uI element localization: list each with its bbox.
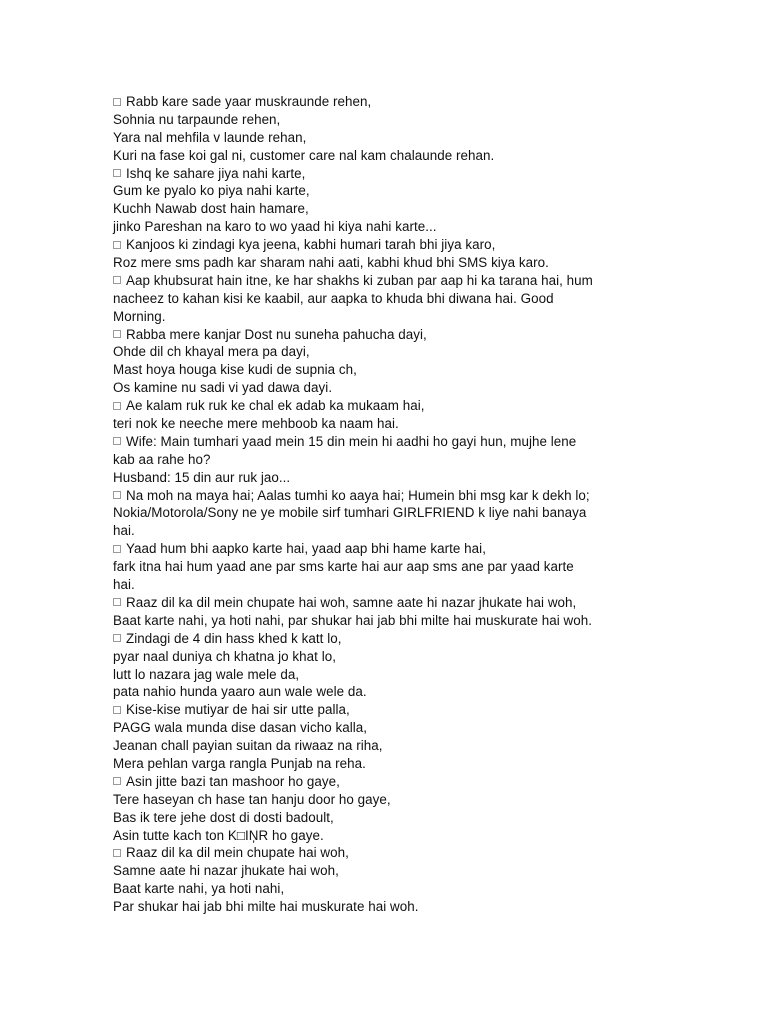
bulleted-line	[113, 844, 673, 862]
text-line	[113, 361, 673, 379]
line-text: lutt lo nazara jag wale mele da,	[113, 666, 300, 682]
line-text: Husband: 15 din aur ruk jao...	[113, 469, 291, 485]
line-text: fark itna hai hum yaad ane par sms karte hai aur aap sms ane par yaad karte	[113, 559, 574, 575]
line-text: jinko Pareshan na karo to wo yaad hi kiya nahi karte...	[113, 219, 437, 235]
text-line	[113, 719, 673, 737]
text-line	[113, 218, 673, 236]
text-line	[113, 648, 673, 666]
text-line	[113, 254, 673, 272]
line-text: Par shukar hai jab bhi milte hai muskurate hai woh.	[113, 899, 419, 915]
text-line	[113, 791, 673, 809]
text-line	[113, 683, 673, 701]
text-line	[113, 827, 673, 845]
line-text: Tere haseyan ch hase tan hanju door ho gaye,	[113, 791, 391, 807]
text-line	[113, 666, 673, 684]
bulleted-line	[113, 326, 673, 344]
text-line	[113, 308, 673, 326]
line-text: Aap khubsurat hain itne, ke har shakhs ki zuban par aap hi ka tarana hai, hum	[126, 272, 593, 288]
text-line	[113, 755, 673, 773]
line-text: Kanjoos ki zindagi kya jeena, kabhi humari tarah bhi jiya karo,	[126, 237, 496, 253]
bulleted-line	[113, 433, 673, 451]
line-text: kab aa rahe ho?	[113, 451, 211, 467]
bulleted-line	[113, 701, 673, 719]
line-text: teri nok ke neeche mere mehboob ka naam hai.	[113, 416, 399, 432]
line-text: Gum ke pyalo ko piya nahi karte,	[113, 183, 310, 199]
line-text: Kuchh Nawab dost hain hamare,	[113, 201, 309, 217]
line-text: Ohde dil ch khayal mera pa dayi,	[113, 344, 310, 360]
bulleted-line	[113, 397, 673, 415]
text-line	[113, 558, 673, 576]
line-text: Morning.	[113, 308, 166, 324]
square-bullet-icon	[113, 276, 121, 284]
square-bullet-icon	[113, 330, 121, 338]
line-text: Asin jitte bazi tan mashoor ho gaye,	[126, 773, 340, 789]
line-text: hai.	[113, 523, 135, 539]
text-line	[113, 379, 673, 397]
square-bullet-icon	[113, 437, 121, 445]
square-bullet-icon	[113, 598, 121, 606]
line-text: nacheez to kahan kisi ke kaabil, aur aapka to khuda bhi diwana hai. Good	[113, 290, 554, 306]
line-text: Rabba mere kanjar Dost nu suneha pahucha dayi,	[126, 326, 427, 342]
line-text: Raaz dil ka dil mein chupate hai woh,	[126, 845, 349, 861]
square-bullet-icon	[113, 849, 121, 857]
square-bullet-icon	[113, 402, 121, 410]
line-text: Wife: Main tumhari yaad mein 15 din mein hi aadhi ho gayi hun, mujhe lene	[126, 433, 577, 449]
square-bullet-icon	[113, 98, 121, 106]
text-line	[113, 737, 673, 755]
square-bullet-icon	[113, 634, 121, 642]
bulleted-line	[113, 487, 673, 505]
line-text: pata nahio hunda yaaro aun wale wele da.	[113, 684, 367, 700]
line-text: Baat karte nahi, ya hoti nahi,	[113, 881, 285, 897]
line-text: Asin tutte kach ton K□IŅR ho gaye.	[113, 827, 324, 843]
line-text: Na moh na maya hai; Aalas tumhi ko aaya hai; Humein bhi msg kar k dekh lo;	[126, 487, 590, 503]
text-line	[113, 880, 673, 898]
text-line	[113, 451, 673, 469]
line-text: Zindagi de 4 din hass khed k katt lo,	[126, 630, 342, 646]
square-bullet-icon	[113, 169, 121, 177]
bulleted-line	[113, 540, 673, 558]
document-body	[113, 93, 673, 916]
text-line	[113, 469, 673, 487]
square-bullet-icon	[113, 491, 121, 499]
text-line	[113, 111, 673, 129]
line-text: PAGG wala munda dise dasan vicho kalla,	[113, 720, 368, 736]
line-text: Os kamine nu sadi vi yad dawa dayi.	[113, 380, 333, 396]
line-text: Rabb kare sade yaar muskraunde rehen,	[126, 94, 372, 109]
line-text: Nokia/Motorola/Sony ne ye mobile sirf tumhari GIRLFRIEND k liye nahi banaya	[113, 505, 587, 521]
text-line	[113, 343, 673, 361]
text-line	[113, 522, 673, 540]
bulleted-line	[113, 272, 673, 290]
text-line	[113, 862, 673, 880]
bulleted-line	[113, 630, 673, 648]
text-line	[113, 576, 673, 594]
line-text: Bas ik tere jehe dost di dosti badoult,	[113, 809, 334, 825]
line-text: Jeanan chall payian suitan da riwaaz na riha,	[113, 738, 383, 754]
bulleted-line	[113, 773, 673, 791]
text-line	[113, 129, 673, 147]
line-text: Mera pehlan varga rangla Punjab na reha.	[113, 755, 366, 771]
bulleted-line	[113, 165, 673, 183]
square-bullet-icon	[113, 545, 121, 553]
line-text: Yara nal mehfila v launde rehan,	[113, 129, 307, 145]
text-line	[113, 612, 673, 630]
text-line	[113, 504, 673, 522]
text-line	[113, 147, 673, 165]
bulleted-line	[113, 594, 673, 612]
line-text: pyar naal duniya ch khatna jo khat lo,	[113, 648, 336, 664]
line-text: Roz mere sms padh kar sharam nahi aati, kabhi khud bhi SMS kiya karo.	[113, 255, 549, 271]
line-text: Kise-kise mutiyar de hai sir utte palla,	[126, 702, 350, 718]
line-text: hai.	[113, 577, 135, 593]
text-line	[113, 182, 673, 200]
line-text: Baat karte nahi, ya hoti nahi, par shukar hai jab bhi milte hai muskurate hai woh.	[113, 612, 592, 628]
square-bullet-icon	[113, 241, 121, 249]
line-text: Mast hoya houga kise kudi de supnia ch,	[113, 362, 357, 378]
line-text: Samne aate hi nazar jhukate hai woh,	[113, 863, 339, 879]
text-line	[113, 898, 673, 916]
bulleted-line	[113, 236, 673, 254]
text-line	[113, 415, 673, 433]
line-text: Raaz dil ka dil mein chupate hai woh, samne aate hi nazar jhukate hai woh,	[126, 594, 577, 610]
line-text: Sohnia nu tarpaunde rehen,	[113, 111, 281, 127]
square-bullet-icon	[113, 777, 121, 785]
line-text: Ae kalam ruk ruk ke chal ek adab ka mukaam hai,	[126, 398, 425, 414]
text-line	[113, 809, 673, 827]
text-line	[113, 290, 673, 308]
text-line	[113, 200, 673, 218]
line-text: Kuri na fase koi gal ni, customer care nal kam chalaunde rehan.	[113, 147, 495, 163]
line-text: Yaad hum bhi aapko karte hai, yaad aap bhi hame karte hai,	[126, 541, 486, 557]
line-text: Ishq ke sahare jiya nahi karte,	[126, 165, 306, 181]
square-bullet-icon	[113, 706, 121, 714]
bulleted-line	[113, 93, 673, 111]
